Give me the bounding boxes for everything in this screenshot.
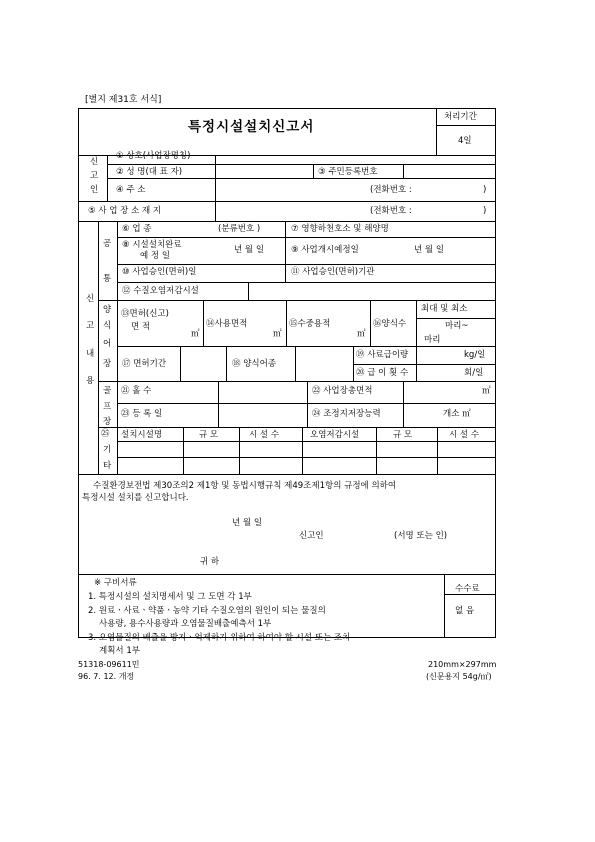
total-area-label: ㉒ 사업장총면적 bbox=[312, 386, 373, 396]
registration-number-label: ③ 주민등록번호 bbox=[318, 167, 378, 177]
address-label: ④ 주 소 bbox=[116, 185, 146, 195]
max-min-label: 최대 및 최소 bbox=[421, 304, 468, 314]
form-title: 특정시설설치신고서 bbox=[188, 119, 315, 135]
install-completion-label: ⑧ 시설설치완료 bbox=[122, 240, 182, 250]
feed-amount-unit: kg/일 bbox=[464, 350, 486, 360]
license-area-label-2: 면 적 bbox=[131, 322, 151, 332]
column-facility-count-1: 시 설 수 bbox=[249, 430, 280, 440]
declaration-line-2: 특정시설 설치를 신고합니다. bbox=[82, 493, 189, 503]
min-unit-label: 마리 bbox=[424, 335, 441, 345]
feed-count-label: ⑳ 급 이 횟 수 bbox=[356, 368, 409, 378]
document-item-1: 1. 특정시설의 설치명세서 및 그 도면 각 1부 bbox=[88, 592, 252, 602]
license-period-label: ⑰ 면허기간 bbox=[122, 359, 167, 369]
golf-side-3: 장 bbox=[103, 417, 112, 427]
business-start-label: ⑨ 사업개시예정일 bbox=[291, 245, 359, 255]
processing-period-label: 처리기간 bbox=[444, 112, 477, 122]
species-kind-label: ⑱ 양식어종 bbox=[232, 359, 277, 369]
site-location-label: ⑤ 사 업 장 소 재 지 bbox=[88, 206, 162, 216]
pollution-reduction-label: ⑫ 수질오염저감시설 bbox=[122, 286, 199, 296]
aqua-side-4: 장 bbox=[103, 359, 112, 369]
document-item-2b: 사용량, 용수사용량과 오염물질배출예측서 1부 bbox=[99, 619, 272, 629]
common-side-2: 통 bbox=[103, 274, 112, 284]
reporter-side-2: 고 bbox=[90, 171, 99, 181]
footer-paper-type: (신문용지 54g/㎡) bbox=[426, 672, 492, 681]
declaration-line-1: 수질환경보전법 제30조의2 제1항 및 동법시행규칙 제49조제1항의 규정에 의하여 bbox=[93, 481, 397, 491]
document-item-3b: 계획서 1부 bbox=[99, 646, 140, 656]
golf-side-2: 프 bbox=[103, 402, 112, 412]
report-side-3: 내 bbox=[86, 349, 95, 359]
license-area-unit: ㎡ bbox=[191, 329, 200, 339]
business-name-label: ① 상호(사업장명칭) bbox=[116, 151, 191, 161]
other-side-1: ㉕ bbox=[101, 429, 110, 439]
address-phone-label: (전화번호 : bbox=[370, 185, 412, 195]
document-item-2: 2. 원료ㆍ사료ㆍ약품ㆍ농약 기타 수질오염의 원인이 되는 물질의 bbox=[88, 606, 326, 616]
install-completion-label-2: 예 정 일 bbox=[140, 251, 171, 261]
column-scale-1: 규 모 bbox=[199, 430, 219, 440]
processing-period-value: 4일 bbox=[458, 136, 472, 146]
business-start-date: 년 월 일 bbox=[414, 245, 445, 255]
total-area-unit: ㎡ bbox=[482, 386, 491, 396]
aqua-side-1: 양 bbox=[103, 305, 112, 315]
registration-date-label: ㉓ 등 록 일 bbox=[121, 409, 163, 419]
aqua-side-3: 어 bbox=[103, 339, 112, 349]
use-area-unit: ㎡ bbox=[273, 329, 282, 339]
column-facility-count-2: 시 설 수 bbox=[449, 430, 480, 440]
site-phone-label: (전화번호 : bbox=[370, 206, 412, 216]
approval-agency-label: ⑪ 사업승인(면허)기관 bbox=[291, 267, 375, 277]
document-item-3: 3. 오염물질의 배출을 방지ㆍ억제하기 위하여 하여야 할 시설 또는 조치 bbox=[88, 633, 351, 643]
fee-label: 수수료 bbox=[455, 584, 480, 594]
recipient-label: 귀 하 bbox=[200, 557, 220, 567]
use-area-label: ⑭사용면적 bbox=[206, 319, 248, 329]
fee-value: 없 음 bbox=[455, 606, 475, 616]
reporter-side-1: 신 bbox=[90, 157, 99, 167]
pond-capacity-unit: 개소 ㎡ bbox=[443, 409, 471, 419]
column-scale-2: 규 모 bbox=[393, 430, 413, 440]
column-facility-name: 설치시설명 bbox=[121, 430, 163, 440]
golf-side-1: 골 bbox=[103, 386, 112, 396]
form-number: [별지 제31호 서식] bbox=[85, 95, 162, 105]
reporter-label: 신고인 bbox=[299, 531, 324, 541]
approval-date-label: ⑩ 사업승인(면허)일 bbox=[122, 267, 197, 277]
affected-water-label: ⑦ 영향하천호소 및 해양명 bbox=[291, 224, 389, 234]
column-pollution-reduction: 오염저감시설 bbox=[310, 430, 360, 440]
reporter-side-3: 인 bbox=[90, 185, 99, 195]
report-side-4: 용 bbox=[86, 376, 95, 386]
documents-heading: ※ 구비서류 bbox=[94, 578, 137, 588]
max-range-label: 마리~ bbox=[445, 321, 469, 331]
footer-form-code: 51318-09611민 bbox=[78, 660, 140, 669]
species-count-label: ⑯양식수 bbox=[373, 319, 407, 329]
other-side-2: 기 bbox=[103, 445, 112, 455]
site-phone-close: ) bbox=[483, 206, 487, 216]
feed-count-unit: 회/일 bbox=[464, 368, 484, 378]
feed-amount-label: ⑲ 사료급이량 bbox=[356, 350, 409, 360]
footer-paper-size: 210mm×297mm bbox=[428, 660, 497, 669]
industry-label: ⑥ 업 종 bbox=[122, 224, 152, 234]
sign-label: (서명 또는 인) bbox=[394, 531, 448, 541]
address-phone-close: ) bbox=[483, 185, 487, 195]
install-completion-date: 년 월 일 bbox=[234, 245, 265, 255]
report-side-2: 고 bbox=[86, 321, 95, 331]
other-side-3: 타 bbox=[103, 461, 112, 471]
report-side-1: 신 bbox=[86, 294, 95, 304]
license-area-label: ⑬면허(신고) bbox=[121, 309, 169, 319]
industry-code-label: (분류번호 ) bbox=[218, 224, 261, 234]
pond-capacity-label: ㉔ 조정지저장능력 bbox=[312, 409, 381, 419]
footer-revision: 96. 7. 12. 개정 bbox=[78, 672, 135, 681]
common-side-1: 공 bbox=[103, 239, 112, 249]
declaration-date: 년 월 일 bbox=[232, 518, 263, 528]
holes-label: ㉑ 홀 수 bbox=[121, 386, 152, 396]
representative-label: ② 성 명(대 표 자) bbox=[116, 167, 183, 177]
aqua-side-2: 식 bbox=[103, 321, 112, 331]
water-volume-unit: ㎡ bbox=[357, 329, 366, 339]
water-volume-label: ⑮수중용적 bbox=[289, 319, 331, 329]
